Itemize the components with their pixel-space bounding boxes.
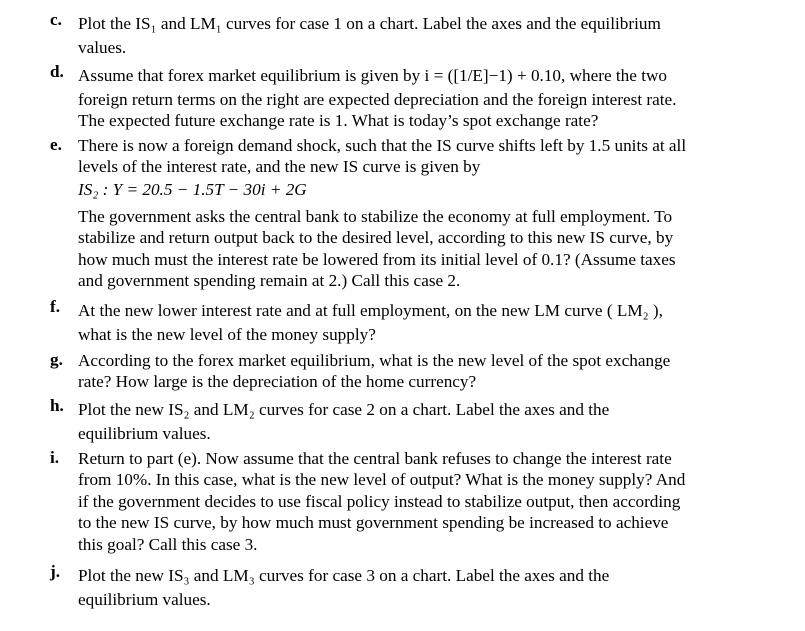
item-label: d. [50,62,64,81]
item-line: Return to part (e). Now assume that the central bank refuses to change the interest rate [78,449,672,468]
item-line: Plot the new IS₃ and LM₃ curves for case 3 on a chart. Label the axes and the [78,566,610,585]
item-label: j. [50,562,61,581]
item-label: h. [50,396,64,415]
item-line: if the government decides to use fiscal policy instead to stabilize output, then according [78,491,681,511]
item-line: The government asks the central bank to stabilize the economy at full employment. To [78,206,673,226]
item-line: There is now a foreign demand shock, such that the IS curve shifts left by 1.5 units at all [78,136,687,155]
item-line: how much must the interest rate be lowered from its initial level of 0.1? (Assume taxes [78,249,676,269]
item-line: Plot the new IS₂ and LM₂ curves for case 2 on a chart. Label the axes and the [78,400,610,419]
item-line: The expected future exchange rate is 1. What is today’s spot exchange rate? [78,111,599,131]
item-line: from 10%. In this case, what is the new level of output? What is the money supply? And [78,470,686,490]
item-line: Plot the IS₁ and LM₁ curves for case 1 on a chart. Label the axes and the equilibrium [78,14,661,33]
item-line: foreign return terms on the right are expected depreciation and the foreign interest rate. [78,90,677,109]
item-label: i. [50,448,60,467]
equation-line: IS₂ : Y = 20.5 − 1.5T − 30i + 2G [78,179,307,199]
item-line: to the new IS curve, by how much must government spending be increased to achieve [78,513,669,533]
item-label: g. [50,350,63,369]
item-label: e. [50,135,62,154]
item-line: this goal? Call this case 3. [78,534,258,554]
item-line: rate? How large is the depreciation of the home currency? [78,372,477,392]
item-line: values. [78,38,127,57]
item-label: c. [50,10,62,29]
item-line: stabilize and return output back to the desired level, according to this new IS curve, by [78,228,674,248]
item-line: and government spending remain at 2.) Call this case 2. [78,270,461,290]
item-line: Assume that forex market equilibrium is given by i = ([1/E]−1) + 0.10, where the two [78,66,667,85]
item-line: equilibrium values. [78,590,211,609]
item-line: equilibrium values. [78,424,211,443]
item-line: levels of the interest rate, and the new IS curve is given by [78,157,481,177]
item-label: f. [50,297,61,316]
item-line: At the new lower interest rate and at full employment, on the new LM curve ( LM₂ ), [78,301,663,320]
item-line: According to the forex market equilibrium, what is the new level of the spot exchange [78,351,671,370]
item-line: what is the new level of the money supply? [78,325,376,344]
